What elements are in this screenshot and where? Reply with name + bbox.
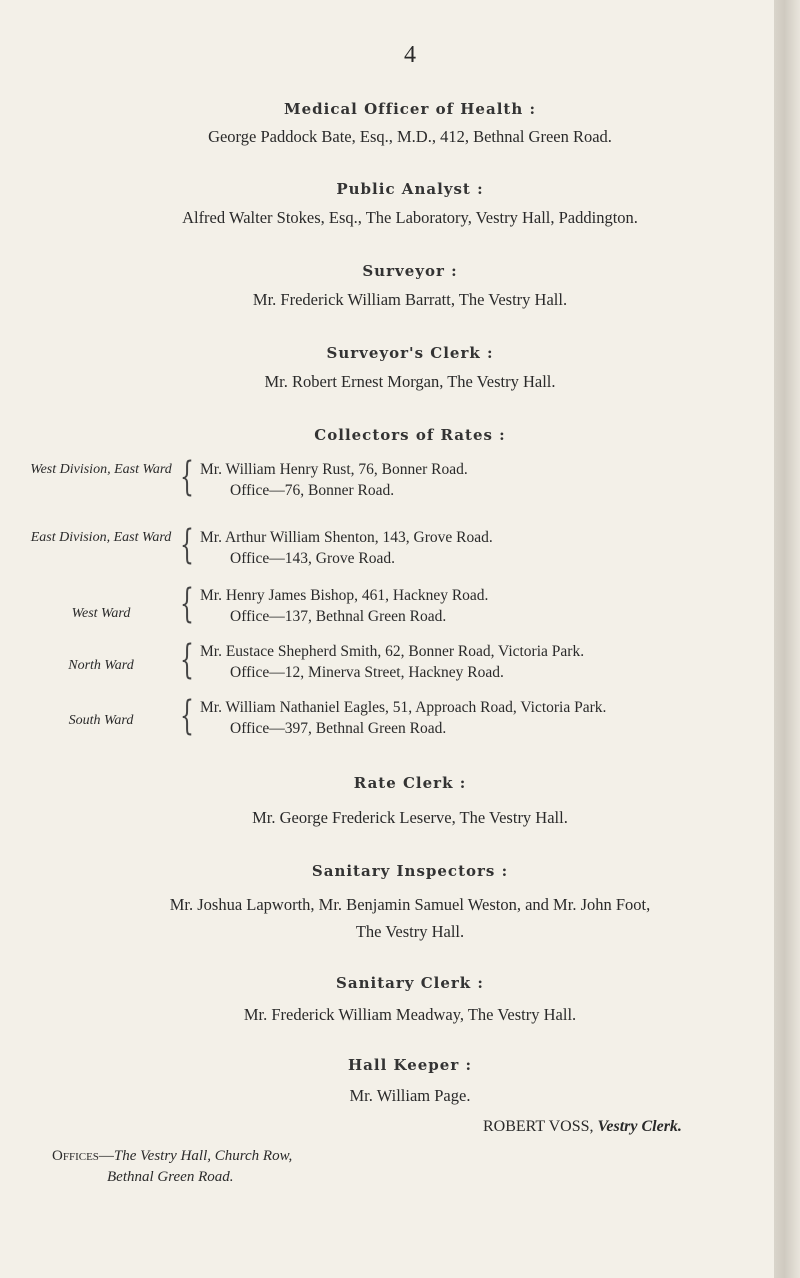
collector-ward-label: West Ward [71, 606, 131, 621]
offices-label: Offices— [52, 1148, 114, 1164]
sanitary-inspectors-heading: Sanitary Inspectors : [311, 862, 509, 880]
brace-glyph: { [180, 454, 194, 500]
page-number: 4 [404, 42, 416, 68]
surveyor-clerk-text: Mr. Robert Ernest Morgan, The Vestry Hall. [264, 372, 556, 391]
collector-office: Office—12, Minerva Street, Hackney Road. [230, 664, 504, 681]
surveyor-heading: Surveyor : [362, 262, 458, 280]
collector-office: Office—397, Bethnal Green Road. [230, 720, 447, 737]
hall-keeper-heading: Hall Keeper : [348, 1056, 472, 1074]
brace-glyph: { [180, 581, 194, 627]
brace-glyph: { [180, 637, 194, 683]
collector-office: Office—76, Bonner Road. [230, 482, 395, 499]
hall-keeper-text: Mr. William Page. [349, 1086, 471, 1105]
sanitary-inspectors-line1: Mr. Joshua Lapworth, Mr. Benjamin Samuel Weston, and Mr. John Foot, [169, 895, 651, 914]
sanitary-clerk-text: Mr. Frederick William Meadway, The Vestry Hall. [243, 1005, 577, 1024]
rate-clerk-heading: Rate Clerk : [353, 774, 467, 792]
signatory-name: ROBERT VOSS, [483, 1118, 594, 1135]
sanitary-inspectors-line2: The Vestry Hall. [355, 922, 465, 941]
medical-officer-text: George Paddock Bate, Esq., M.D., 412, Bethnal Green Road. [208, 127, 612, 146]
offices-address [52, 1146, 292, 1188]
sanitary-clerk-heading: Sanitary Clerk : [336, 974, 484, 992]
public-analyst-heading: Public Analyst : [336, 180, 484, 198]
collector-name: Mr. Eustace Shepherd Smith, 62, Bonner Road, Victoria Park. [200, 643, 585, 660]
collectors-heading: Collectors of Rates : [314, 426, 506, 444]
medical-officer-heading: Medical Officer of Health : [284, 100, 536, 118]
collector-name: Mr. Henry James Bishop, 461, Hackney Road. [200, 587, 489, 604]
surveyor-clerk-heading: Surveyor's Clerk : [326, 344, 494, 362]
collector-name: Mr. William Henry Rust, 76, Bonner Road. [200, 461, 468, 478]
signature-block [483, 1118, 682, 1136]
collector-ward-label: South Ward [68, 713, 134, 728]
surveyor-text: Mr. Frederick William Barratt, The Vestry Hall. [252, 290, 568, 309]
collector-office: Office—137, Bethnal Green Road. [230, 608, 447, 625]
signatory-title: Vestry Clerk. [597, 1118, 682, 1135]
collector-name: Mr. William Nathaniel Eagles, 51, Approach Road, Victoria Park. [200, 699, 607, 716]
brace-glyph: { [180, 693, 194, 739]
collector-ward-label: North Ward [68, 658, 134, 673]
brace-glyph: { [180, 522, 194, 568]
public-analyst-text: Alfred Walter Stokes, Esq., The Laboratory, Vestry Hall, Paddington. [182, 208, 638, 227]
collector-name: Mr. Arthur William Shenton, 143, Grove Road. [200, 529, 493, 546]
collector-ward-label: West Division, East Ward [30, 462, 172, 477]
rate-clerk-text: Mr. George Frederick Leserve, The Vestry Hall. [252, 808, 568, 827]
offices-line1: The Vestry Hall, Church Row, [113, 1148, 293, 1164]
collector-office: Office—143, Grove Road. [230, 550, 396, 567]
collector-ward-label: East Division, East Ward [30, 530, 172, 545]
offices-line2: Bethnal Green Road. [107, 1169, 234, 1185]
